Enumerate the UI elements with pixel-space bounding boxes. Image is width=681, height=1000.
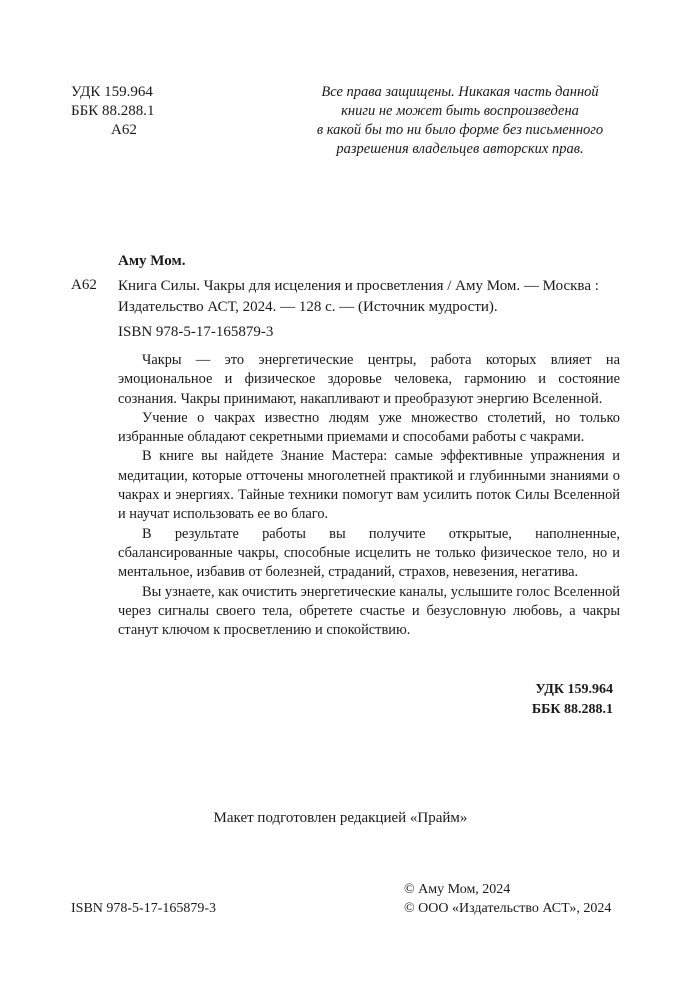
isbn-bottom: ISBN 978-5-17-165879-3 — [71, 901, 217, 916]
author-mark: А62 — [111, 122, 137, 138]
classification-block-bottom — [480, 680, 613, 720]
copyright-block — [404, 880, 611, 918]
author-name: Аму Мом. — [118, 253, 186, 269]
classification-block-top — [71, 83, 154, 140]
rights-line: Все права защищены. Никакая часть данной — [321, 84, 599, 100]
author-mark-entry: А62 — [71, 277, 97, 293]
isbn: ISBN 978-5-17-165879-3 — [118, 324, 274, 340]
annotation — [118, 351, 620, 640]
copyright-line: © Аму Мом, 2024 — [404, 882, 511, 897]
bbk-code: ББК 88.288.1 — [531, 702, 613, 717]
annotation-paragraph: Учение о чакрах известно людям уже множество столетий, но только избранные обладают секретными приемами и способами работы с чакрами. — [118, 409, 620, 446]
bbk-code: ББК 88.288.1 — [71, 103, 155, 119]
annotation-paragraph: Чакры — это энергетические центры, работа которых влияет на эмоциональное и физическое здоровье человека, гармонию и состояние сознания. Чакры принимают, накапливают и преобразуют энергию Вселенной. — [118, 352, 620, 407]
udk-code: УДК 159.964 — [71, 84, 153, 100]
rights-line: книги не может быть воспроизведена — [341, 103, 579, 119]
annotation-paragraph: Вы узнаете, как очистить энергетические каналы, услышите голос Вселенной через сигналы своего тела, обретете счастье и безусловную любовь, а чакры станут ключом к просветлению и спокойствию. — [118, 583, 620, 639]
udk-code: УДК 159.964 — [535, 682, 613, 697]
rights-line: в какой бы то ни было форме без письменного — [316, 122, 604, 138]
rights-line: разрешения владельцев авторских прав. — [336, 141, 584, 157]
rights-notice — [285, 83, 635, 159]
annotation-paragraph: В книге вы найдете Знание Мастера: самые эффективные упражнения и медитации, которые отточены многолетней практикой и глубинными знаниями о чакрах и энергиях. Тайные техники помогут вам усилить поток Силы Вселенной и научат использовать ее во благо. — [118, 448, 620, 523]
bibliographic-record: Книга Силы. Чакры для исцеления и просветления / Аму Мом. — Москва : Издательство АСТ, 2024. — 128 с. — (Источник мудрости). — [118, 278, 599, 315]
copyright-line: © ООО «Издательство АСТ», 2024 — [404, 901, 612, 916]
annotation-paragraph: В результате работы вы получите открытые, наполненные, сбалансированные чакры, способные исцелить не только физическое тело, но и ментальное, избавив от болезней, страданий, страхов, невезения, негатива. — [118, 525, 620, 581]
layout-note: Макет подготовлен редакцией «Прайм» — [213, 810, 468, 826]
